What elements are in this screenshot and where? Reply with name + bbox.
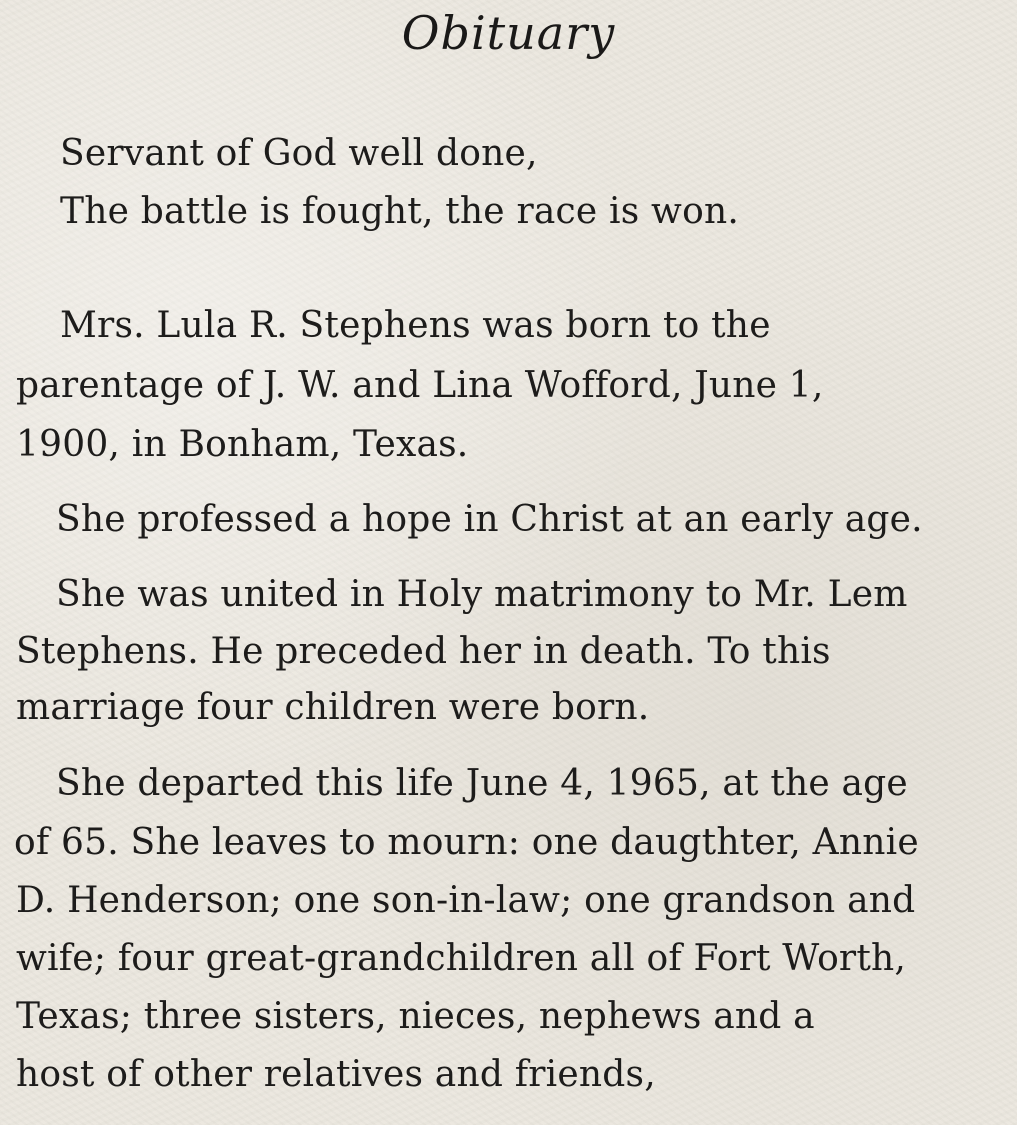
paragraph-line: D. Henderson; one son-in-law; one grandson and: [16, 880, 916, 921]
paragraph-line: She professed a hope in Christ at an early age.: [56, 499, 923, 540]
paragraph-line: Texas; three sisters, nieces, nephews and a: [16, 996, 815, 1037]
paragraph-line: marriage four children were born.: [16, 687, 650, 728]
paragraph-line: She departed this life June 4, 1965, at the age: [56, 763, 908, 804]
verse-line: Servant of God well done,: [60, 133, 538, 174]
paragraph-line: wife; four great-grandchildren all of Fort Worth,: [16, 938, 907, 979]
paragraph-line: Mrs. Lula R. Stephens was born to the: [60, 305, 771, 346]
paragraph-line: She was united in Holy matrimony to Mr. Lem: [56, 574, 908, 615]
paragraph-line: parentage of J. W. and Lina Wofford, June 1,: [16, 365, 824, 406]
verse-line: The battle is fought, the race is won.: [60, 191, 739, 232]
paragraph-line: Stephens. He preceded her in death. To this: [16, 631, 831, 672]
paragraph-line: host of other relatives and friends,: [16, 1054, 656, 1095]
paragraph-line: of 65. She leaves to mourn: one daugthter, Annie: [14, 822, 919, 863]
paragraph-line: 1900, in Bonham, Texas.: [16, 424, 469, 465]
page-title: Obituary: [401, 6, 616, 60]
